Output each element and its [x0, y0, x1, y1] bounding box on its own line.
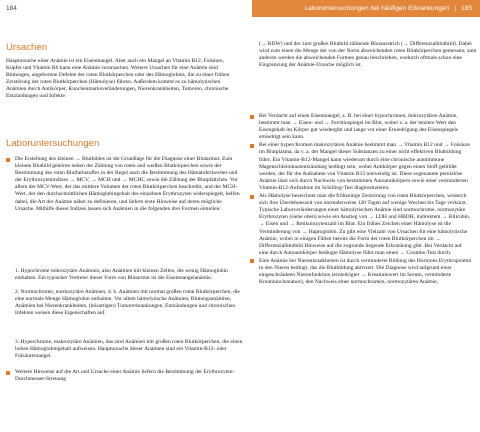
right-page-number: 185 — [460, 5, 472, 12]
continuation-paragraph: (→ RDW) und der zum großen Blutbild zählende Blutausstrich (→ Differenzialblutbild). Dabei wird zum einen die Menge der von der Norm abweichenden roten Blutkörperchen gemessen, zum anderen werden die abweichenden Formen genau beschrieben, wodurch oftmals schon eine Eingrenzung der Anämie-Ursache möglich ist. — [259, 41, 477, 69]
bullet-square-icon — [250, 259, 254, 263]
eisenmangel-text: Bei Verdacht auf einen Eisenmangel, z. B. bei einer hypochromen, mikrozytären Anämie, bestimmt man → Eisen- und → Ferritinspiegel im Blut, wobei v. a. der letztere Wert den Eisengehalt im Körper gut wiedergibt und lange vor einer Erniedrigung des Eisenspiegels erniedrigt sein kann. — [259, 113, 459, 141]
left-page-number: 184 — [6, 5, 17, 12]
causes-heading: Ursachen — [6, 42, 48, 53]
lab-heading: Laboruntersuchungen — [6, 138, 100, 149]
bullet-square-icon — [6, 158, 10, 162]
header-title: Laboruntersuchungen bei häufigen Erkrankungen — [304, 5, 450, 12]
causes-paragraph: Hauptursache einer Anämie ist ein Eisenmangel. Aber auch ein Mangel an Vitamin B12, Folsäure, Kupfer und Vitamin B6 kann eine Anämie verursachen. Weitere Ursachen für eine Anämie sind Blutungen, angeborene Defekte der roten Blutkörperchen oder des Hämoglobins, die zu einer frühen Zerstörung der roten Blutkörperchen (Hämolyse) führen. Außerdem kommt es zu hämolytischen Anämien durch Antikörper, Knochenmarksveränderungen, Nierenkrankheiten, Tumoren, chronische Entzündungen und Infekte. — [6, 58, 230, 100]
list-item-niere — [250, 258, 472, 286]
lab-list — [6, 156, 240, 213]
rdw-text: Weitere Hinweise auf die Art und Ursache einer Anämie liefern die Bestimmung der Erythrozyten-Durchmesser-Streuung — [15, 369, 235, 383]
causes-heading-wrap — [6, 44, 47, 51]
bullet-square-icon — [250, 195, 254, 199]
anemia-form-3: 3. Hyperchrome, makrozytäre Anämien, das sind Anämien mit großen roten Blutkörperchen, die einen hohen Hämoglobingehalt aufweisen. Hauptursache dieser Anämien sind ein Vitamin-B12- oder Folsäuremangel. — [15, 339, 243, 360]
anemia-form-1: 1. Hypochrome mikrozytäre Anämien, also Anämien mit kleinen Zellen, die wenig Hämoglobin enthalten. Ein typischer Vertreter dieser Form von Blutarmut ist die Eisenmangelanämie. — [15, 268, 228, 282]
bullet-square-icon — [250, 115, 254, 119]
list-item-rdw — [6, 369, 240, 383]
lab-heading-wrap — [6, 140, 99, 147]
anemia-form-2: 2. Normochrome, normozytäre Anämien, d. h. Anämien mit normal großen roten Blutkörperchen, die eine normale Menge Hämoglobin enthalten. Vor allem hämolytische Anämien, Blutungsanämien, Anämien bei Nierenkrankheiten, (bösartigen) Tumorerkrankungen, Entzündungen und chronischen Infekten weisen diese Eigenschaften auf. — [15, 289, 240, 317]
bullet-square-icon — [250, 144, 254, 148]
lab-list-2 — [6, 369, 240, 383]
header-separator: | — [454, 5, 456, 12]
list-item-blutbild — [6, 156, 240, 213]
hyperchrom-text: Bei einer hyperchromen makrozytären Anämie bestimmt man → Vitamin B12 und → Folsäure im Blutplasma, da v. a. der Mangel dieser Substanzen zu einer nicht effektiven Blutbildung führt. Ein Vitamin-B12-Mangel kann wiederum durch eine chronische autoimmune Magenschleimhautentzündung bedingt sein, wobei Antikörper gegen einen Stoff gebildet werden, der für die Aufnahme von Vitamin B12 notwendig ist. Diese sogenannte perniziöse Anämie lässt sich durch Nachweis von bestimmten Autoantikörpern sowie einer verminderten Vitamin-B12-Aufnahme im Schilling-Test diagnostizieren. — [259, 142, 470, 191]
right-list — [250, 113, 472, 286]
haemolyse-text: Als Hämolyse bezeichnet man die frühzeitige Zerstörung von roten Blutkörperchen, wodurch sich ihre Überlebenszeit von normalerweise 120 Tagen auf wenige Wochen bis Tage verkürzt. Typische Laborveränderungen einer hämolytischen Anämie sind normochrome, normozytäre Erythrozyten (siehe oben) sowie ein Anstieg von → LDH und HBDH, indirektem → Bilirubin, → Eisen und → Retikulozytenzahl im Blut. Ein frühes Zeichen einer Hämolyse ist die Verminderung von → Haptoglobin. Zu gibt eine Vielzahl von Ursachen für eine hämolytische Anämie, wobei in einigen Fällen bereits die Form der roten Blutkörperchen im → Differenzialblutbild Hinweise auf die zugrunde liegende Erkrankung gibt. Bei Verdacht auf eine durch Autoantikörper bedingte Hämolyse führt man einen → Coombs-Test durch. — [259, 193, 471, 256]
list-item-haemolyse — [250, 193, 472, 257]
list-item-hyperchrom — [250, 142, 472, 192]
bullet-square-icon — [6, 371, 10, 375]
niere-text: Eine Anämie bei Nierenkrankheiten ist durch verminderte Bildung des Hormons Erythropoietin in den Nieren bedingt, das die Blutbildung aktiviert. Die Diagnose wird aufgrund einer eingeschränkten Nierenfunktion (erniedrigter → Kreatininwert im Serum, verminderte Kreatininclearance), den Nachweis einer normochromen, normozytären Anämie, — [259, 257, 472, 286]
blutbild-text: Die Erstellung des kleinen → Blutbildes ist die Grundlage für die Diagnose einer Blutarmut. Zum kleinen Blutbild gehören neben der Zählung von roten und weißen Blutkörperchen sowie der Bestimmung des roten Blutfarbstoffes in der Regel auch die Bestimmung des Hämatokritwertes und der Erythrozytenindizes → MCV, → MCH und → MCHC sowie die Zählung der Blutplättchen. Vor allem der MCV-Wert, der das mittlere Volumen der roten Blutkörperchen beschreibt, und der MCH-Wert, der den durchschnittlichen Hämoglobingehalt des einzelnen Erythrozyten widerspiegelt, helfen dabei, die Art der Anämie näher zu definieren, und liefern erste Hinweise auf deren mögliche Ursache. Mithilfe dieser Indizes lassen sich Anämien in die folgenden drei Formen einteilen: — [15, 156, 240, 212]
running-header — [252, 0, 480, 17]
list-item-eisenmangel — [250, 113, 472, 141]
